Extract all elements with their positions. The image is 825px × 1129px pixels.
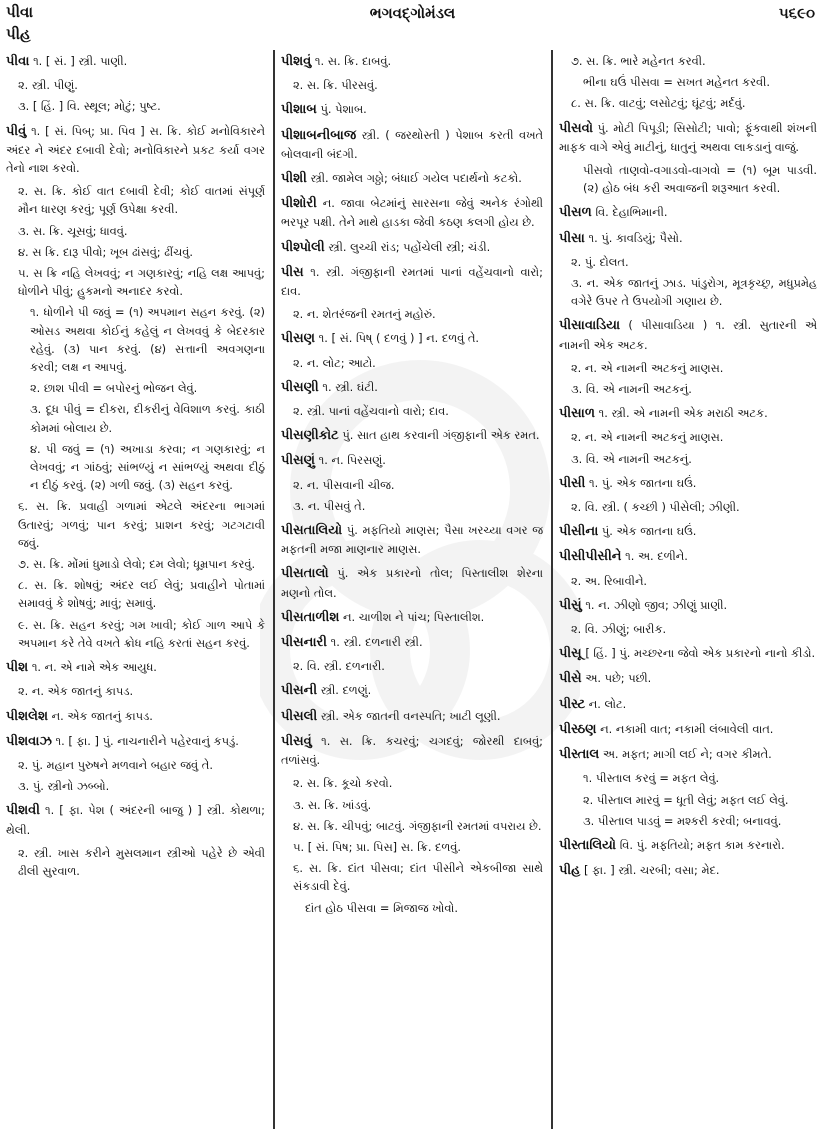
dictionary-entry xyxy=(281,194,543,231)
dictionary-entry xyxy=(559,720,817,739)
entry-sense xyxy=(6,555,265,573)
definition-text: ૨. સ્ત્રી. ખાસ કરીને મુસલમાન સ્ત્રીઓ પહેરે છે એવી ઢીલી સુરવાળ. xyxy=(18,845,265,878)
definition-text: ૩. સ. ક્રિ. ખાંડવું. xyxy=(293,797,372,812)
headword: પીશ્પોલી xyxy=(281,239,325,255)
headword: પીશ xyxy=(6,660,29,676)
definition-text: ૧. પું. કાવડિયું; પૈસો. xyxy=(588,230,683,245)
headword: પીસની xyxy=(281,683,318,699)
definition-text: ૨. અ. રિબાવીને. xyxy=(571,573,648,588)
definition-text: પું. પેશાબ. xyxy=(320,102,367,117)
dictionary-entry xyxy=(559,669,817,688)
dictionary-entry xyxy=(559,229,817,248)
definition-text: ૨. વિ. સ્ત્રી. ( કચ્છી ) પીસેલી; ઝીણી. xyxy=(571,500,740,515)
entry-sense xyxy=(559,253,817,271)
headword: પીશવી xyxy=(6,803,40,819)
definition-text: ૧. [ સં. ] સ્ત્રી. પાણી. xyxy=(33,54,128,68)
entry-sense xyxy=(559,428,817,446)
headword: પીસતાળીશ xyxy=(281,609,340,625)
entry-sense xyxy=(281,838,543,856)
definition-text: પું. એક જાતના ઘઉં. xyxy=(601,524,697,539)
entry-sense xyxy=(6,97,265,115)
headword: પીસણ xyxy=(281,331,316,347)
entry-sense xyxy=(559,498,817,516)
dictionary-entry xyxy=(281,100,543,119)
entry-sense xyxy=(6,303,265,376)
entry-sense xyxy=(281,657,543,675)
headword: પીસ xyxy=(281,264,304,280)
dictionary-entry xyxy=(281,378,543,397)
definition-text: ૫. [ સં. પિષ; પ્રા. પિસ] સ. ક્રિ. દળવું. xyxy=(293,839,462,854)
entry-sense xyxy=(6,777,265,795)
definition-text: ૨. ન. શેતરંજની રમતનું મહોરું. xyxy=(293,307,436,322)
definition-text: ન. લોટ. xyxy=(588,696,627,711)
headword: પીસ્ટ xyxy=(559,696,586,712)
definition-text: ૬. સ. ક્રિ. દાંત પીસવા; દાંત પીસીને એકબીજા સાથે સંકડાવી દેવું. xyxy=(293,861,543,894)
dictionary-entry xyxy=(281,564,543,601)
dictionary-entry xyxy=(6,732,265,751)
definition-text: ( પીસાવાડિયા ) ૧. સ્ત્રી. સુતારની એ નામની એક અટક. xyxy=(559,318,817,352)
definition-text: ૧. [ સં. પિબ્; પ્રા. પિવ ] સ. ક્રિ. કોઈ મનોવિકારને અંદર ને અંદર દબાવી દેવો; મનોવિકારને પ્રકટ કર્યા વગર તેનો નાશ કરવો. xyxy=(6,123,265,176)
headword: પીસ્તાલ xyxy=(559,747,600,763)
definition-text: ૩. પું. સ્ત્રીનો ઝબ્બો. xyxy=(18,779,110,794)
entry-sense xyxy=(281,899,543,917)
entry-sense xyxy=(559,572,817,590)
definition-text: ૨. ન. પીસવાની ચીજ. xyxy=(293,477,395,492)
entry-sense xyxy=(559,161,817,197)
headword: પીસીપીસીને xyxy=(559,549,622,565)
dictionary-entry xyxy=(559,203,817,222)
definition-text: ૨. વિ. ઝીણું; બારીક. xyxy=(571,622,667,637)
dictionary-entry xyxy=(559,596,817,615)
headword: પીસીના xyxy=(559,524,599,540)
definition-text: ૩. સ. ક્રિ. ચૂસવું; ધાવવું. xyxy=(18,223,128,238)
definition-text: વિ. પું. મફતિયો; મફત કામ કરનારો. xyxy=(619,837,785,852)
definition-text: ૭. સ. ક્રિ. મોંમાં ધુમાડો લેવો; દમ લેવો; ધૂમ્રપાન કરવું. xyxy=(18,557,256,572)
dictionary-entry xyxy=(6,122,265,178)
headword: પીશલેશ xyxy=(6,708,49,724)
dictionary-entry xyxy=(559,547,817,566)
entry-sense xyxy=(6,844,265,880)
entry-sense xyxy=(6,182,265,218)
definition-text: ૧. સ. ક્રિ. કચરવું; ચગદવું; જોરથી દાબવું; તળાંસવું. xyxy=(281,733,543,768)
definition-text: ૬. સ. ક્રિ. પ્રવાહી ગળામાં એટલે અંદરના ભાગમાં ઉતારવું; ગળવું; પાન કરવું; પ્રાશન કરવું; ગટગટાવી જવું. xyxy=(18,499,265,550)
definition-text: ૩. ન. એક જાતનું ઝાડ. પાંડુરોગ, મૂત્રકૃચ્છ્ર, મધુપ્રમેહ વગેરે ઉપર તે ઉપયોગી ગણાય છે. xyxy=(571,276,817,309)
definition-text: ૩. વિ. એ નામની અટકનું. xyxy=(571,382,692,397)
dictionary-entry xyxy=(6,801,265,838)
entry-sense xyxy=(559,812,817,830)
entry-sense xyxy=(281,476,543,494)
headword: પીહ xyxy=(559,863,581,879)
entry-sense xyxy=(559,450,817,468)
headword: પીસ્તાલિયો xyxy=(559,837,617,853)
definition-text: ૨. સ. ક્રિ. પીરસવું. xyxy=(293,78,378,93)
dictionary-entry xyxy=(281,126,543,163)
definition-text: ૧. [ સં. પિષ્ ( દળવું ) ] ન. દળવું તે. xyxy=(318,331,479,346)
headword: પીસતાલો xyxy=(281,566,329,582)
dictionary-entry xyxy=(6,52,265,71)
definition-text: દાંત હોઠ પીસવા = મિજાજ ખોવો. xyxy=(305,900,458,915)
dictionary-entry xyxy=(559,119,817,156)
entry-sense xyxy=(6,616,265,652)
definition-text: અ. મફત; માગી લઈ ને; વગર કીમતે. xyxy=(602,747,772,762)
headword: પીસી xyxy=(559,475,586,491)
entry-sense xyxy=(6,243,265,261)
dictionary-entry xyxy=(281,732,543,769)
column-2 xyxy=(275,50,553,1129)
headword: પીસળ xyxy=(559,205,592,221)
definition-text: ૧. સ્ત્રી. દળનારી સ્ત્રી. xyxy=(330,635,423,650)
entry-sense xyxy=(6,576,265,612)
definition-text: ૩. ન. પીસવું તે. xyxy=(293,498,366,513)
entry-sense xyxy=(281,859,543,895)
headword: પીસણીકોટ xyxy=(281,428,339,444)
dictionary-entry xyxy=(559,836,817,855)
entry-sense xyxy=(6,682,265,700)
definition-text: ૧. પીસ્તાલ કરવું = મફત લેવું. xyxy=(583,771,720,786)
headword: પીસે xyxy=(559,671,582,687)
headword: પીશવું xyxy=(281,54,312,69)
definition-text: [ હિં. ] પું. મચ્છરના જેવો એક પ્રકારનો નાનો કીડો. xyxy=(585,646,816,661)
definition-text: ૮. સ. ક્રિ. શોષવું; અંદર લઈ લેવું; પ્રવાહીને પોતામાં સમાવવું કે શોષવું; માવું; સમાવું. xyxy=(18,578,265,611)
headword: પીસનારી xyxy=(281,635,327,651)
headword: પીશાબ xyxy=(281,102,317,118)
headword: પીસવું xyxy=(281,733,312,749)
definition-text: ૫. સ ક્રિ નહિ લેખવવું; ન ગણકારવું; નહિ લક્ષ આપવું; ધોળીને પીવું; હુકમનો અનાદર કરવો. xyxy=(18,266,265,299)
dictionary-entry xyxy=(6,658,265,677)
definition-text: ૪. સ. ક્રિ. ચીપવું; બાટવું. ગંજીફાની રમતમાં વપરાય છે. xyxy=(293,818,542,833)
entry-sense xyxy=(281,497,543,515)
dictionary-entry xyxy=(281,263,543,300)
definition-text: ૯. સ. ક્રિ. સહન કરવું; ગમ ખાવી; કોઈ ગાળ આપે કે અપમાન કરે તેવે વખતે ક્રોધ નહિ કરતાં સહન કરવું. xyxy=(18,617,265,650)
definition-text: ૮. સ. ક્રિ. વાટવું; લસોટવું; ઘૂંટવું; મર્દવું. xyxy=(571,96,746,111)
guide-word-last: પીહ xyxy=(6,25,31,43)
definition-text: ૧. સ્ત્રી. ઘંટી. xyxy=(322,379,378,394)
dictionary-entry xyxy=(281,169,543,188)
page-header xyxy=(0,0,825,50)
definition-text: ૨. ન. એ નામની અટકનું માણસ. xyxy=(571,360,724,375)
entry-sense xyxy=(6,222,265,240)
definition-text: ૧. ધોળીને પી જવું = (૧) અપમાન સહન કરવું. (૨) ઓસડ અથવા કોઈનું કહેલું ન લેખવવું કે બેદરકાર રહેવું. (૩) પાન કરવું. (૪) સત્તાની અવગણના કરવી; લક્ષ ન આપવું. xyxy=(30,305,265,375)
headword: પીશવાઝ xyxy=(6,733,52,749)
dictionary-entry xyxy=(559,404,817,423)
definition-text: ન. એક જાતનું કાપડ. xyxy=(51,708,153,723)
definition-text: ન. નકામી વાત; નકામી લંબાવેલી વાત. xyxy=(600,721,774,736)
dictionary-entry xyxy=(559,474,817,493)
definition-text: ૧. ન. ઝીણો જીવ; ઝીણું પ્રાણી. xyxy=(585,597,728,612)
dictionary-entry xyxy=(6,707,265,726)
headword: પીવું xyxy=(6,123,27,139)
definition-text: ૭. સ. ક્રિ. ભારે મહેનત કરવી. xyxy=(571,54,706,68)
definition-text: સ્ત્રી. દળણું. xyxy=(320,683,372,698)
column-1 xyxy=(0,50,275,1129)
definition-text: ૧. ન. પિરસણું. xyxy=(318,453,386,468)
definition-text: [ ફા. ] સ્ત્રી. ચરબી; વસા; મેદ. xyxy=(584,863,720,878)
column-3 xyxy=(553,50,825,1129)
entry-sense xyxy=(559,94,817,112)
entry-sense xyxy=(559,380,817,398)
definition-text: ૨. છાશ પીવી = બપોરનું ભોજન લેવું. xyxy=(30,381,198,396)
headword: પીસાળ xyxy=(559,406,596,422)
entry-sense xyxy=(281,76,543,94)
definition-text: ૪. પી જવું = (૧) અખાડા કરવા; ન ગણકારવું; ન લેખવવું; ન ગાંઠવું; સાંભળ્યું ન સાંભળ્યું અથવા દીઠું ન દીઠું કરવું. (૨) ગળી જવું. (૩) સહન કરવું. xyxy=(30,441,265,493)
definition-text: ૨. સ. ક્રિ. કૂચો કરવો. xyxy=(293,776,393,791)
entry-sense xyxy=(6,76,265,94)
definition-text: પું. સાત હાથ કરવાની ગંજીફાની એક રમત. xyxy=(342,428,540,443)
definition-text: ૩. દૂધ પીવું = દીકરા, દીકરીનું વેવિશાળ કરવું. કાઠી કોમમાં બોલાય છે. xyxy=(30,402,265,435)
entry-sense xyxy=(559,620,817,638)
headword: પીસૂ xyxy=(559,646,582,662)
definition-text: ૨. ન. એક જાતનું કાપડ. xyxy=(18,684,134,699)
entry-sense xyxy=(281,774,543,792)
headword: પીસતાલિયો xyxy=(281,523,343,539)
definition-text: ૨. ન. લોટ; આટો. xyxy=(293,355,376,370)
headword: પીશોરી xyxy=(281,196,317,212)
headword: પીવા xyxy=(6,54,30,69)
headword: પીશી xyxy=(281,171,307,187)
definition-text: વિ. દેહાભિમાની. xyxy=(595,205,668,220)
definition-text: ૨. સ્ત્રી. પાનાં વહેંચવાનો વારો; દાવ. xyxy=(293,404,449,419)
dictionary-entry xyxy=(281,707,543,726)
entry-sense xyxy=(559,73,817,91)
definition-text: ૧. ન. એ નામે એક આયુધ. xyxy=(31,660,157,675)
headword: પીસું xyxy=(559,597,582,613)
definition-text: ૨. ન. એ નામની અટકનું માણસ. xyxy=(571,430,724,445)
entry-sense xyxy=(6,497,265,552)
dictionary-entry xyxy=(281,681,543,700)
definition-text: સ્ત્રી. ( જરથોસ્તી ) પેશાબ કરતી વખતે બોલવાની બંદગી. xyxy=(281,127,543,161)
definition-text: ભીના ઘઉં પીસવા = સખત મહેનત કરવી. xyxy=(583,75,770,90)
dictionary-entry xyxy=(559,644,817,663)
dictionary-entry xyxy=(559,861,817,880)
entry-sense xyxy=(281,796,543,814)
dictionary-entry xyxy=(281,329,543,348)
definition-text: ૧. સ્ત્રી. એ નામની એક મરાઠી અટક. xyxy=(598,406,768,421)
dictionary-entry xyxy=(559,695,817,714)
definition-text: સ્ત્રી. લુચ્ચી રાંડ; પહોંચેલી સ્ત્રી; ચંડી. xyxy=(328,239,491,254)
entry-sense xyxy=(559,791,817,809)
headword: પીસલી xyxy=(281,708,318,724)
definition-text: ૧. સ્ત્રી. ગંજીફાની રમતમાં પાનાં વહેંચવાનો વારો; દાવ. xyxy=(281,264,543,299)
definition-text: ૧. અ. દળીને. xyxy=(625,549,688,564)
headword: પીસ્ઠણ xyxy=(559,721,597,737)
entry-sense xyxy=(6,400,265,436)
definition-text: પું. મફતિયો માણસ; પૈસા ખરચ્યા વગર જ મફતની મજા માણનાર માણસ. xyxy=(281,523,543,557)
definition-text: ૧. સ. ક્રિ. દાબવું. xyxy=(314,54,392,68)
headword: પીસણું xyxy=(281,453,316,469)
dictionary-entry xyxy=(281,521,543,558)
entry-sense xyxy=(6,264,265,300)
definition-text: અ. પછે; પછી. xyxy=(585,671,652,686)
dictionary-entry xyxy=(281,608,543,627)
definition-text: ન. ચાળીશ ને પાંચ; પિસ્તાલીશ. xyxy=(343,609,485,624)
definition-text: ન. જાવા બેટમાંનું સારસના જેવું અનેક રંગોથી ભરપૂર પક્ષી. તેને માથે હાડકા જેવી કઠણ કલગી હોય છે. xyxy=(281,196,544,230)
definition-text: ૨. સ. ક્રિ. કોઈ વાત દબાવી દેવી; કોઈ વાતમાં સંપૂર્ણ મૌન ધારણ કરવું; પૂર્ણ ઉપેક્ષા કરવી. xyxy=(18,184,265,217)
entry-sense xyxy=(281,402,543,420)
dictionary-entry xyxy=(559,745,817,764)
definition-text: ૧. [ ફા. પેશ ( અંદરની બાજુ ) ] સ્ત્રી. કોથળા; થેલી. xyxy=(6,803,265,837)
definition-text: પું. મોટી પિપૂડી; સિસોટી; પાવો; ફૂંકવાથી શંખની માફક વાગે એવું માટીનું, ધાતુનું અથવા લાકડાનું વાજું. xyxy=(559,120,818,154)
entry-sense xyxy=(281,354,543,372)
definition-text: સ્ત્રી. એક જાતની વનસ્પતિ; ખાટી લૂણી. xyxy=(320,708,501,723)
headword: પીસાવાડિયા xyxy=(559,318,621,334)
entry-sense xyxy=(559,274,817,310)
definition-text: ૨. પું. દોલત. xyxy=(571,254,629,269)
entry-sense xyxy=(281,817,543,835)
definition-text: ૨. પીસ્તાલ મારવું = ધૂતી લેવું; મફત લઈ લેવું. xyxy=(583,792,789,807)
headword: પીસણી xyxy=(281,379,319,395)
headword: પીસવો xyxy=(559,120,594,136)
entry-sense xyxy=(281,305,543,323)
dictionary-columns xyxy=(0,50,825,1129)
definition-text: ૨. સ્ત્રી. પીણું. xyxy=(18,78,78,93)
definition-text: ૩. [ હિં. ] વિ. સ્થૂલ; મોટું; પુષ્ટ. xyxy=(18,99,161,114)
definition-text: ૧. પું. એક જાતના ઘઉં. xyxy=(589,475,697,490)
definition-text: ૧. [ ફા. ] પું. નાચનારીને પહેરવાનું કપડું. xyxy=(55,733,239,748)
dictionary-entry xyxy=(281,633,543,652)
entry-sense xyxy=(559,52,817,70)
headword: પીશાબનીબાજ xyxy=(281,127,357,143)
entry-sense xyxy=(559,769,817,787)
entry-sense xyxy=(6,379,265,397)
dictionary-entry xyxy=(559,316,817,353)
dictionary-entry xyxy=(281,238,543,257)
definition-text: ૪. સ ક્રિ. દારૂ પીવો; ખૂબ ઢાંસવું; ઢીંચવું. xyxy=(18,244,194,259)
definition-text: પીસવો તાણવો-વગાડવો-વાગવો = (૧) બૂમ પાડવી. (૨) હોઠ બંધ કરી અવાજની શરૂઆત કરવી. xyxy=(583,163,817,196)
dictionary-entry xyxy=(281,426,543,445)
dictionary-entry xyxy=(281,451,543,470)
headword: પીસા xyxy=(559,230,585,246)
page-number: ૫૬૯૦ xyxy=(778,4,815,22)
dictionary-entry xyxy=(281,52,543,71)
definition-text: ૩. વિ. એ નામની અટકનું. xyxy=(571,451,692,466)
definition-text: ૨. વિ. સ્ત્રી. દળનારી. xyxy=(293,659,385,674)
definition-text: પું. એક પ્રકારનો તોલ; પિસ્તાલીશ શેરના મણનો તોલ. xyxy=(281,566,543,600)
dictionary-title: ભગવદ્ગોમંડલ xyxy=(369,4,456,22)
entry-sense xyxy=(6,756,265,774)
definition-text: ૨. પું. મહાન પુરુષને મળવાને બહાર જવું તે. xyxy=(18,757,213,772)
definition-text: સ્ત્રી. જામેલ ગઠ્ઠો; બંધાઈ ગયેલ પદાર્થનો કટકો. xyxy=(310,171,522,186)
guide-word-first: પીવા xyxy=(6,3,34,21)
entry-sense xyxy=(559,359,817,377)
dictionary-entry xyxy=(559,522,817,541)
definition-text: ૩. પીસ્તાલ પાડવું = મશ્કરી કરવી; બનાવવું. xyxy=(583,813,782,828)
entry-sense xyxy=(6,440,265,495)
